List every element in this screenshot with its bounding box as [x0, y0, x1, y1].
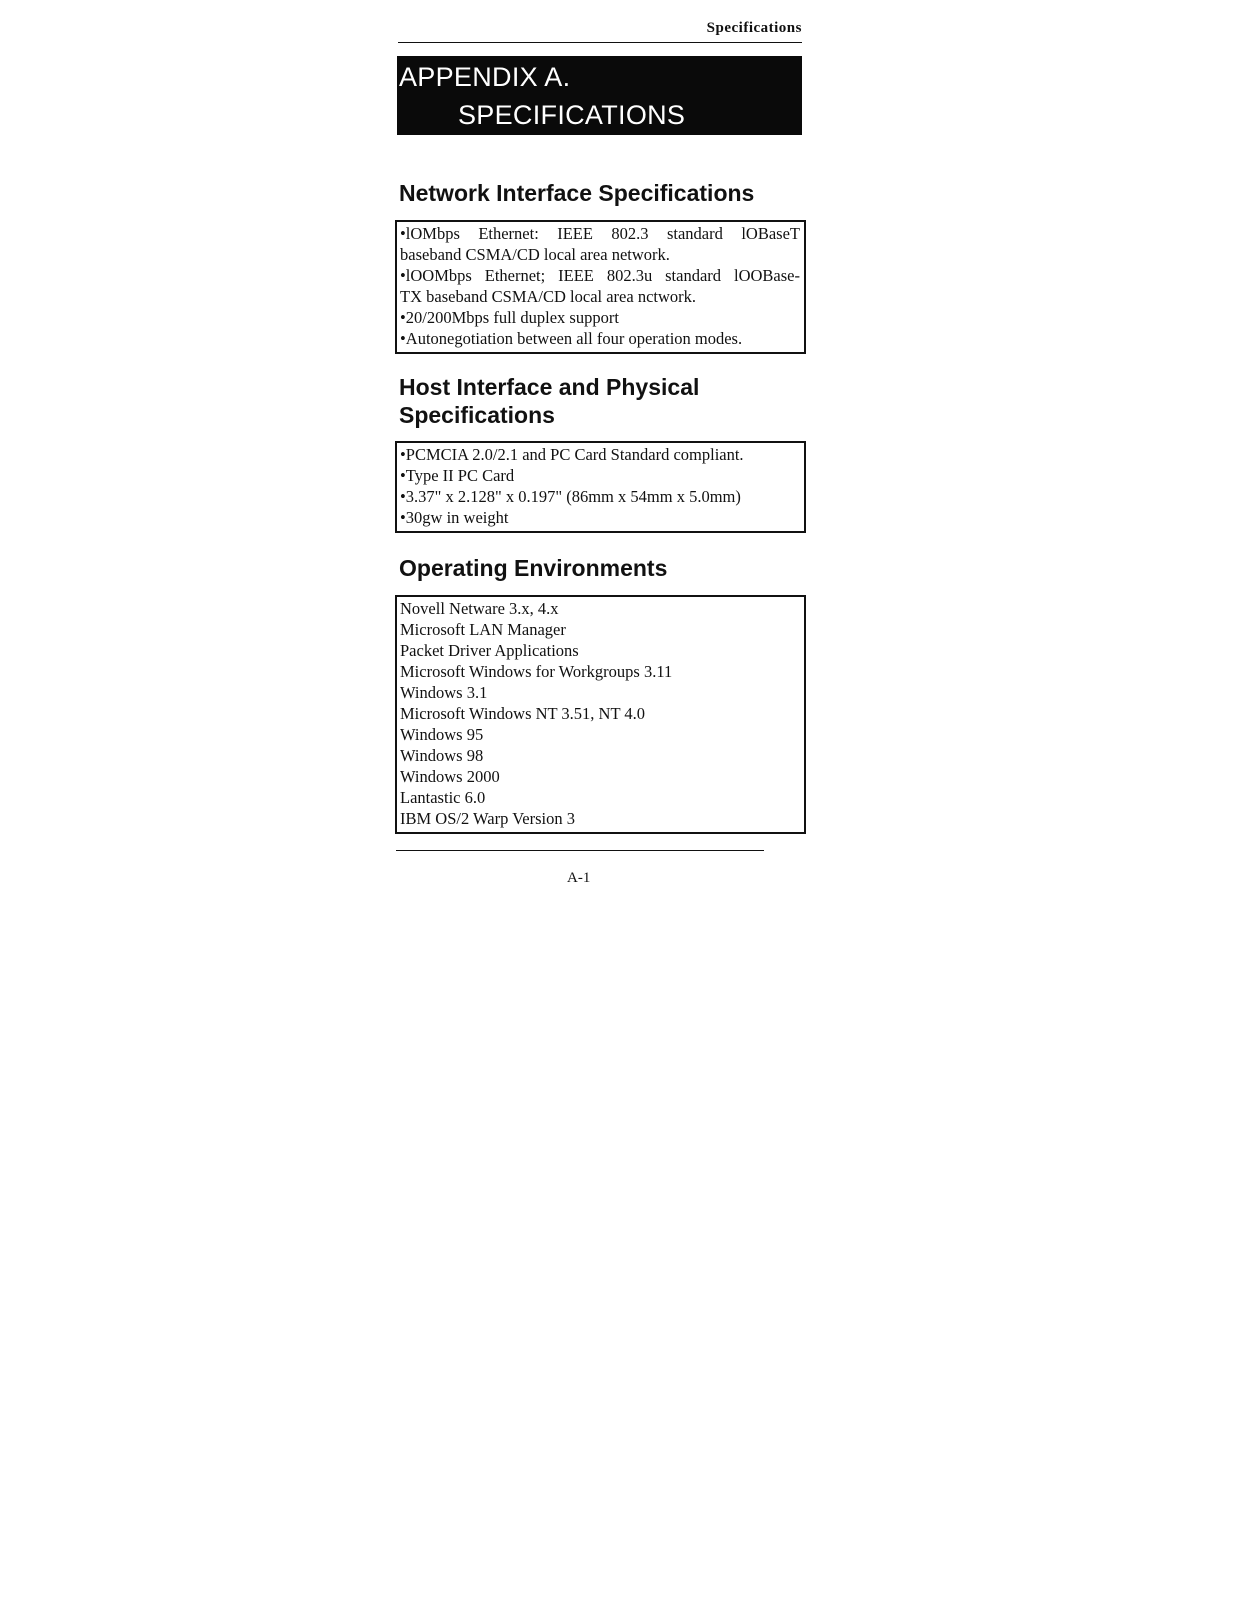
- host-interface-heading-line2: Specifications: [399, 402, 555, 428]
- os-line-4: Microsoft Windows for Workgroups 3.11: [400, 662, 673, 681]
- operating-environments-box: [395, 595, 806, 834]
- running-header: Specifications: [706, 20, 802, 36]
- os-line-9: Windows 2000: [400, 767, 500, 786]
- os-line-5: Windows 3.1: [400, 683, 488, 702]
- network-spec-line-3: •lOOMbps Ethernet; IEEE 802.3u standard lOOBase-: [400, 266, 800, 285]
- os-line-10: Lantastic 6.0: [400, 788, 486, 807]
- network-spec-line-4: TX baseband CSMA/CD local area nctwork.: [400, 287, 697, 306]
- network-interface-heading: Network Interface Specifications: [399, 180, 755, 206]
- appendix-title-line1: APPENDIX A.: [399, 62, 571, 92]
- os-line-7: Windows 95: [400, 725, 484, 744]
- page-number: A-1: [567, 870, 591, 886]
- host-interface-box: [395, 441, 806, 533]
- os-line-3: Packet Driver Applications: [400, 641, 579, 660]
- host-interface-heading-line1: Host Interface and Physical: [399, 374, 700, 400]
- network-spec-line-6: •Autonegotiation between all four operation modes.: [400, 329, 743, 348]
- appendix-title-bar: [397, 56, 802, 135]
- host-spec-line-1: •PCMCIA 2.0/2.1 and PC Card Standard compliant.: [400, 445, 744, 464]
- header-rule: [398, 42, 802, 43]
- network-interface-box: [395, 220, 806, 354]
- os-line-1: Novell Netware 3.x, 4.x: [400, 599, 559, 618]
- host-spec-line-3: •3.37" x 2.128" x 0.197" (86mm x 54mm x 5.0mm): [400, 487, 741, 506]
- network-spec-line-2: baseband CSMA/CD local area network.: [400, 245, 670, 264]
- host-spec-line-2: •Type II PC Card: [400, 466, 515, 485]
- operating-environments-heading: Operating Environments: [399, 555, 668, 581]
- os-line-2: Microsoft LAN Manager: [400, 620, 566, 639]
- os-line-11: IBM OS/2 Warp Version 3: [400, 809, 575, 828]
- network-spec-line-1: •lOMbps Ethernet: IEEE 802.3 standard lOBaseT: [400, 224, 800, 243]
- host-spec-line-4: •30gw in weight: [400, 508, 509, 527]
- network-spec-line-5: •20/200Mbps full duplex support: [400, 308, 619, 327]
- footer-rule: [396, 850, 764, 851]
- os-line-6: Microsoft Windows NT 3.51, NT 4.0: [400, 704, 646, 723]
- os-line-8: Windows 98: [400, 746, 484, 765]
- appendix-title-line2: SPECIFICATIONS: [458, 100, 686, 130]
